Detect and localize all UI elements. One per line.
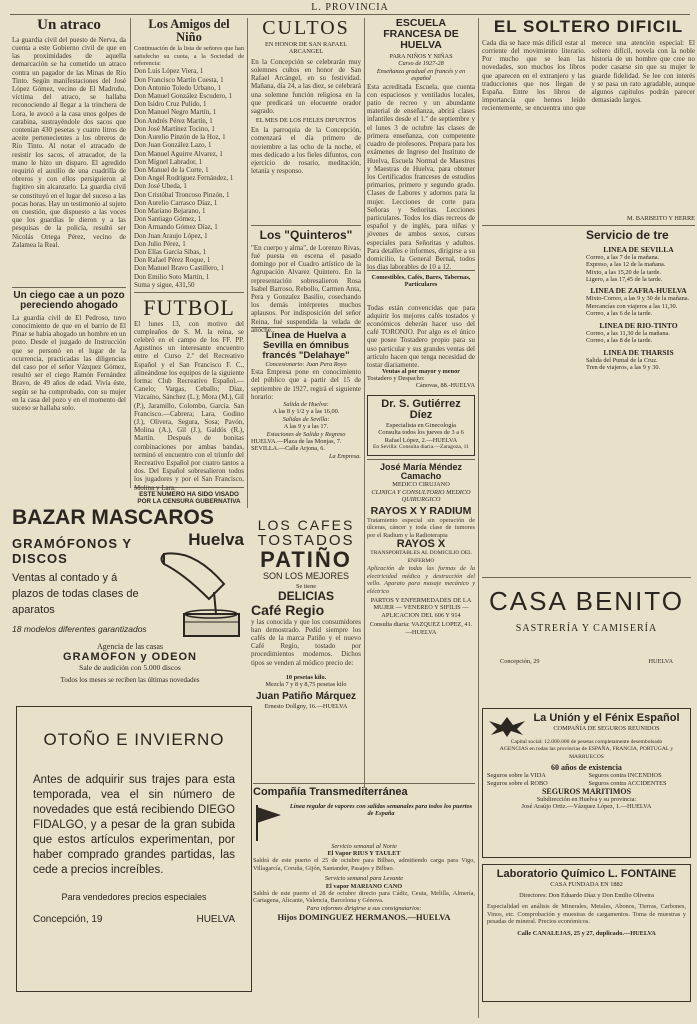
cultos-headline: CULTOS bbox=[262, 17, 350, 39]
compania-line1: Línea regular de vapores con salidas semanales para todos los puertos de España bbox=[289, 802, 473, 817]
cultos-subtitle: EN HONOR DE SAN RAFAEL ARCANGEL bbox=[264, 41, 348, 56]
donor-list-item: Don Rafael Pérez Roque, 1 bbox=[134, 256, 211, 265]
otono-line: Para vendedores precios especiales bbox=[61, 891, 207, 902]
camacho-name: José María Méndez Camacho bbox=[379, 461, 463, 482]
newspaper-name: L. PROVINCIA bbox=[311, 2, 389, 13]
donor-list-item: Don Juan González Lazo, 1 bbox=[134, 141, 212, 150]
donor-list-item: Don José Martínez Tocino, 1 bbox=[134, 124, 215, 133]
compania-line4: Para informes dirigirse a sus consignatarios: bbox=[306, 904, 422, 912]
donor-list-item: Don Elías García Sibas, 1 bbox=[134, 247, 207, 256]
medico-sevilla: En Sevilla: Consulta diaria.—Zaragoza, 11 bbox=[372, 444, 470, 451]
medico-name: Dr. S. Gutiérrez Díez bbox=[381, 397, 461, 422]
union-sub: COMPAÑÍA DE SEGUROS REUNIDOS bbox=[553, 724, 660, 732]
train-schedule-item: Correo, a las 7 de la mañana. bbox=[586, 253, 660, 261]
linea-text: Esta Empresa pone en conocimiento del público que a partir del 15 de septiembre de 1927, regirá el siguiente horario: bbox=[251, 368, 361, 401]
donor-list-item: Don Emilio Soto Martín, 1 bbox=[134, 272, 210, 281]
ninos-intro: Continuación de la lista de señores que han satisfecho su cuota, a la Sociedad de referencia: bbox=[134, 45, 244, 68]
toronjo-l1: Ventas al por mayor y menor bbox=[381, 367, 461, 375]
cafes-delicias: DELICIAS bbox=[277, 589, 334, 604]
compania-line3: Servicio semanal para Levante bbox=[324, 875, 404, 883]
futbol-headline: FUTBOL bbox=[143, 295, 235, 321]
servicio-headline: Servicio de tre bbox=[586, 228, 669, 243]
linea-t3: HUELVA.—Plaza de las Monjas, 7. bbox=[251, 437, 342, 445]
camacho-text2: TRANSPORTABLES AL DOMICILIO DEL ENFERMO bbox=[370, 550, 472, 564]
column-rule bbox=[364, 18, 365, 788]
divider bbox=[251, 225, 361, 226]
divider bbox=[12, 287, 126, 288]
quinteros-text: "En cuerpo y alma", de Lorenzo Rivas, fué puesta en escena el pasado domingo por el Cuadro artístico de la Agrupación Alvarez Quintero. En la representación sobresalieron Rosa Isabel Barroso, Rebollo, Carmen Anta, Pera y Gonzalez Basilio, cosechando los demás intérpretes muchos aplausos. Por indisposición del señor Reina, fué suspendida la velada de anoche. bbox=[251, 243, 361, 334]
bazar-line4: Agencia de las casas bbox=[97, 642, 163, 651]
cafe-regio: Café Regio bbox=[251, 601, 325, 618]
union-l6: Subdirección en Huelva y su provincia: bbox=[536, 796, 637, 804]
donor-list-item: Don Manuel Aguirre Alvarez, 1 bbox=[134, 149, 223, 158]
train-schedule-item: Correo, a las 11,30 de la mañana. bbox=[586, 329, 670, 337]
medico-ad bbox=[367, 395, 475, 456]
benito-city: HUELVA bbox=[648, 658, 673, 666]
bazar-heading bbox=[12, 506, 248, 549]
column-rule bbox=[478, 18, 479, 1018]
pennant-flag-icon bbox=[253, 803, 283, 843]
union-cap: Capital social: 12.000.000 de pesetas completamente desembolsado bbox=[510, 739, 663, 745]
train-schedule-item: Correo, a las 6 de la tarde. bbox=[586, 310, 653, 318]
donor-list-item: Don Manuel Negro Martín, 1 bbox=[134, 108, 217, 117]
otono-footer bbox=[21, 914, 247, 925]
linea-sign: La Empresa. bbox=[329, 452, 361, 460]
cafes-p1: 10 pesetas kilo. bbox=[285, 673, 327, 681]
donor-list-item: Don Manuel Bravo Castillero, 1 bbox=[134, 264, 225, 273]
donor-list-item: Don Santiago Gómez, 1 bbox=[134, 215, 202, 224]
compania-line2: Servicio semanal al Norte bbox=[331, 842, 397, 850]
union-seguros bbox=[487, 772, 686, 787]
donor-list-item: Don Isidro Cruz Pulido, 1 bbox=[134, 100, 207, 109]
cafes-shop: Juan Patiño Márquez bbox=[255, 691, 356, 703]
cafes-l4: SON LOS MEJORES bbox=[262, 570, 350, 581]
column-1 bbox=[12, 18, 126, 498]
toronjo-l2: Tostadero y Despacho: bbox=[367, 375, 425, 383]
camacho-sub: MEDICO CIRUJANO bbox=[392, 481, 450, 489]
soltero-headline: EL SOLTERO DIFICIL bbox=[493, 17, 684, 36]
servicio-sched-2 bbox=[586, 295, 691, 317]
linea-h2: Salidas de Sevilla: bbox=[282, 415, 330, 423]
linea-h3: Estaciones de Salida y Regreso bbox=[266, 430, 346, 438]
camacho-sub2: CLINICA Y CONSULTORIO MEDICO QUIRURGICO bbox=[371, 488, 471, 504]
donor-list-item: Don Angel Rodríguez Fernández, 1 bbox=[134, 174, 234, 183]
quinteros-headline: Los "Quinteros" bbox=[259, 228, 353, 243]
union-l5: SEGUROS MARITIMOS bbox=[541, 787, 632, 797]
gramophone-icon bbox=[154, 544, 244, 644]
otono-addr: Concepción, 19 bbox=[33, 913, 103, 925]
divider bbox=[482, 225, 695, 226]
lab-addr: Calle CANALEJAS, 25 y 27, duplicado.—HUELVA bbox=[517, 929, 656, 937]
benito-ad bbox=[482, 574, 691, 694]
union-l4: Seguros contra ACCIDENTES bbox=[588, 779, 667, 787]
donor-list-item: Don Luis López Viera, 1 bbox=[134, 67, 204, 76]
cultos-text-2: En la parroquia de la Concepción, comenzará el día primero de noviembre a las ocho de la noche, el mes dedicado a los fieles difuntos, con ejercicio de rosario, meditación, letanía y responso. bbox=[251, 126, 361, 176]
train-schedule-item: Correo, a las 8 de la tarde. bbox=[586, 337, 653, 345]
medico-text: Consulta todos los jueves de 3 a 6 bbox=[378, 429, 464, 437]
bazar-ad bbox=[12, 506, 248, 696]
linea-h1: Salida de Huelva: bbox=[283, 400, 329, 408]
bazar-line7: Todos los meses se reciben las últimas novedades bbox=[60, 676, 200, 684]
ninos-headline: Los Amigos del Niño bbox=[148, 17, 230, 45]
train-schedule-item: Mixto, a las 15,20 de la tarde. bbox=[586, 268, 662, 276]
donor-list-item: Don Armando Gómez Díaz, 1 bbox=[134, 223, 218, 232]
divider bbox=[367, 459, 475, 460]
column-4 bbox=[367, 18, 475, 778]
atraco-text: La guardia civil del puesto de Nerva, da cuenta a este Gobierno civil de que en las proximidades de aquella demarcación se ha cometido un atraco contra un pagador de las Minas de Río Tinto. Según manifestaciones del José López Gómez, vecino de El Madroño, víctima del atraco, se hallaba reconociendo al llegar a la trinchera de Lora, le avocó a la casa unos golpes de carabina, sustrayéndole dos sacos que contenían 430 pesetas y cuatro litros de aceite pertenecientes a los obreros de Río Tinto. Al notar el atracado de resistir los sacos, el atracador, de la mano le hizo un disparo. El agredido requirió el auxilio de una cuadrilla de obreros y con ellos persiguieron al fugitivo sin alcanzarlo. La guardia civil se constituyó en el lugar del suceso a las pocas horas. Hay un testimonio al sujeto en cuestión, que dispuesto a las voces que los guardias le dieron y a las pesquisas de la policía, resultó ser Nicolás Ortega Pérez, vecino de Zalamea la Real. bbox=[12, 35, 126, 249]
otono-title: OTOÑO E INVIERNO bbox=[43, 730, 225, 749]
camacho-rx2: RAYOS X bbox=[396, 537, 446, 550]
column-2 bbox=[134, 17, 244, 505]
cafes-l5: Se tiene bbox=[295, 582, 317, 590]
union-fenix-ad bbox=[482, 708, 691, 858]
lab-sub: CASA FUNDADA EN 1882 bbox=[550, 880, 623, 888]
cultos-text: En la Concepción se celebrarán muy solemnes cultos en honor de San Rafael Arcángel, en su festividad. Mañana, día 24, a las diez, se celebrará una solemne función religiosa en la que predicará un elocuente orador sagrado. bbox=[251, 57, 361, 116]
lab-dirs: Directores: Don Eduardo Díaz y Don Emilio Oliveira bbox=[519, 891, 654, 899]
compania-agent: Hijos DOMINGUEZ HERMANOS.—HUELVA bbox=[277, 912, 451, 923]
donor-list-item: Don Mariano Bejarano, 1 bbox=[134, 206, 206, 215]
cafes-text: y las conocida y que los consumidores han demostrado. Pedid siempre los cafés de la marca Patiño y el nuevo Café Regio, tostado por procedimientos modernos. Dichos tipos se venden al módico precio de: bbox=[251, 617, 361, 667]
censura-note: ESTE NUMERO HA SIDO VISADO POR LA CENSURA GUBERNATIVA bbox=[137, 490, 241, 505]
futbol-text: El lunes 13, con motivo del cumpleaños de S. M. la reina, se celebró en el campo de los FF. PP. Agustinos un interesante encuentro entre el Curso 2.º del Recreativo Español y el San Francisco F. C., alineándose los equipos de la siguiente forma: Club Recreativo Español.—Canelo; Vargas, Ceballo; Díaz, Vizcaíno, Sánchez (L.); Mora (M.), Gil (P.), Jaramillo, Colombo, García. San Francisco.—Cabrera; Lara, Godino (J.), Olivera, Segura, Sosa; Pavón, Molina (A.), Gil (J.), Galdós (R.), Martín. Después de bonitas combinaciones por ambas bandas, terminó el encuentro con el triunfo del Recreativo Español por cuatro tantos a dos. Del Español sobresalieron todos los jugadores y por el San Francisco, Molina y Lara. bbox=[134, 319, 244, 492]
camacho-text4: PARTOS Y ENFERMEDADES DE LA MUJER — VENEREO Y SIFILIS — APLICACION DEL 606 Y 914 bbox=[370, 596, 472, 619]
train-schedule-item: Tren de viajeros, a las 9 y 30. bbox=[586, 363, 661, 371]
benito-addr: Concepción, 29 bbox=[500, 658, 540, 666]
servicio-s4: LINEA DE THARSIS bbox=[603, 347, 674, 357]
toronjo-text: Todas están convencidas que para adquirir los mejores cafés tostados y económicos deberán hacer uso del café TORONJO. Por algo es el único que posee Tostadero propio para su uso particular y sus grandes ventas del artículo hacen que tenga necesidad de tostar diariamente. bbox=[367, 303, 475, 370]
donor-list-item: Don Aurelio Pinzón de la Hoz, 1 bbox=[134, 133, 226, 142]
bazar-city: Huelva bbox=[188, 530, 244, 549]
escuela-sub2: Enseñanza gradual en francés y en español bbox=[376, 67, 466, 83]
cafes-brand: PATIÑO bbox=[260, 547, 352, 573]
union-l1: Seguros sobre la VIDA bbox=[487, 772, 546, 780]
compania-ship: El Vapor RIUS Y TAULET bbox=[327, 849, 401, 857]
column-rule bbox=[130, 18, 131, 488]
cafes-addr: Ernesto Dollgny, 16.—HUELVA bbox=[264, 702, 348, 710]
escuela-headline: ESCUELA FRANCESA DE HUELVA bbox=[383, 17, 459, 52]
otono-city: HUELVA bbox=[196, 913, 235, 925]
donor-list-item: Don Aurelio Carrasco Díaz, 1 bbox=[134, 198, 218, 207]
column-5 bbox=[482, 18, 695, 1024]
donor-list-item: Don Manuel González Escudero, 1 bbox=[134, 92, 233, 101]
servicio-sched-1 bbox=[586, 254, 691, 284]
compania-ship2: El vapor MARIANO CANO bbox=[325, 882, 403, 890]
union-ag: AGENCIAS en todas las provincias de ESPAÑA, FRANCIA, PORTUGAL y MARRUECOS bbox=[499, 746, 674, 760]
toronjo-l3: Cánovas, 88.-HUELVA bbox=[415, 382, 475, 390]
servicio-s1: LINEA DE SEVILLA bbox=[603, 244, 674, 254]
medico-sub: Especialista en Ginecología bbox=[386, 421, 456, 429]
ciego-text: La guardia civil de El Pedroso, tuvo conocimiento de que en el barrio de El Pinar se había ahogado un hombre en un pozo. Desde el juzgado de Instrucción que se personó en el lugar de la ocurrencia, practicadas las diligencias del caso por el señor Vázquez Gómez, resultó ser el ciego Ramón Fernández Bravo, de 49 años de edad. Vivía éste, según se ha comprobado, con su mujer en la casa del pozo y en el momento del suceso se hallaba solo. bbox=[12, 313, 126, 412]
cafes-p2: Mezcla 7 y 8 y 8,75 pesetas kilo bbox=[265, 681, 347, 689]
servicio-trenes bbox=[586, 229, 691, 371]
donor-list-item: Don Miguel Labrador, 1 bbox=[134, 157, 203, 166]
page-header bbox=[10, 2, 690, 15]
otono-ad bbox=[16, 706, 252, 992]
lab-text: Especialidad en análisis de Minerales, Metales, Abonos, Tierras, Carbones, Vinos, etc. Comprobación y muestras de cargamentos. Toma de muestras y pesadas de mineral. Precios económicos. bbox=[487, 903, 686, 926]
servicio-s2: LINEA DE ZAFRA-HUELVA bbox=[590, 286, 687, 296]
lab-title: Laboratorio Químico L. FONTAINE bbox=[496, 868, 677, 880]
benito-sub: SASTRERÍA Y CAMISERÍA bbox=[515, 623, 658, 635]
ciego-headline: Un ciego cae a un pozo pereciendo ahogado bbox=[13, 289, 125, 312]
lab-ad bbox=[482, 864, 691, 1002]
column-rule bbox=[247, 18, 248, 508]
compania-text2: Saldrá de este puerto el 28 de octubre directo para Cádiz, Ceuta, Melilla, Almería, Cartagena, Alicante, Valencia, Barcelona y Génova. bbox=[253, 889, 475, 905]
train-schedule-item: Expreso, a las 12 de la mañana. bbox=[586, 261, 666, 269]
donor-list-item: Don Antonio Toledo Urbano, 1 bbox=[134, 83, 222, 92]
train-schedule-item: Salida del Puntal de la Cruz. bbox=[586, 356, 658, 364]
linea-headline: Línea de Huelva a Sevilla en ómnibus francés "Delahaye" bbox=[262, 329, 350, 361]
camacho-text: Tratamiento especial sin operación de úlceras, cáncer y toda clase de tumores por el Radium y la Radioterapia bbox=[367, 516, 475, 539]
cafes-l2: TOSTADOS bbox=[257, 531, 355, 549]
donor-list-item: Don José Ubeda, 1 bbox=[134, 182, 187, 191]
escuela-sub: PARA NIÑOS Y NIÑAS bbox=[389, 53, 453, 61]
bazar-line2: Ventas al contado y á plazos de todas clases de aparatos bbox=[12, 572, 139, 616]
column-3 bbox=[251, 18, 361, 514]
linea-t1: A las 8 y 1/2 y a las 16,00. bbox=[272, 408, 340, 416]
donor-list-item: Don Juan Araujo López, 1 bbox=[134, 231, 208, 240]
cafes-l1: LOS CAFES bbox=[257, 517, 355, 533]
donor-list-item: Suma y sigue, 431,50 bbox=[134, 280, 195, 289]
eagle-icon bbox=[487, 713, 527, 739]
transmediterranea-ad bbox=[253, 780, 475, 1000]
divider bbox=[134, 292, 244, 293]
union-l7: José Araújo Ortiz.—Vázquez López, 1.—HUELVA bbox=[521, 803, 652, 811]
bazar-line3: 18 modelos diferentes garantizados bbox=[12, 624, 147, 634]
bazar-line5: GRAMOFON y ODEON bbox=[63, 651, 197, 663]
ninos-donor-list bbox=[134, 67, 244, 289]
donor-list-item: Don Julio Pérez, 1 bbox=[134, 239, 186, 248]
donor-list-item: Don Andrés Pérez Martín, 1 bbox=[134, 116, 213, 125]
train-schedule-item: Ligero, a las 17,45 de la tarde. bbox=[586, 276, 663, 284]
escuela-course: Curso de 1927-28 bbox=[398, 60, 444, 68]
cultos-subtitle-2: EL MES DE LOS FIELES DIFUNTOS bbox=[255, 116, 357, 124]
donor-list-item: Don Francisco Martín Cuesta, 1 bbox=[134, 75, 224, 84]
bazar-line6: Sale de audición con 5.000 discos bbox=[79, 663, 181, 672]
servicio-left-blank bbox=[482, 229, 586, 371]
bazar-line1: GRAMÓFONOS Y DISCOS bbox=[12, 536, 132, 566]
servicio-sched-4 bbox=[586, 357, 691, 372]
union-l3: Seguros sobre el ROBO bbox=[487, 779, 548, 787]
train-schedule-item: Mercancías con viajeros a las 11,30. bbox=[586, 302, 678, 310]
linea-concesion: Concesionario: Juan Pera Royo bbox=[265, 360, 347, 368]
atraco-headline: Un atraco bbox=[37, 17, 101, 33]
servicio-sched-3 bbox=[586, 330, 691, 345]
servicio-s3: LINEA DE RIO-TINTO bbox=[599, 320, 678, 330]
linea-t2: A las 9 y a las 17. bbox=[283, 423, 329, 431]
union-years: 60 años de existencia bbox=[551, 763, 622, 773]
soltero-text: Cada día se hace más difícil estar al corriente del movimiento literario. Por mucho que se lean las novedades, son muchos los libros que aparecen en el extranjero y las traducciones que nos llegan de España. Entre los libros de importancia que hemos leído recientemente, se encuentra uno que merece una atención especial: El soltero difícil, novela con la noble historia de un hombre que cree no poder casarse sin que su mujer le guarde fidelidad. Se lee con interés y se pasa un rato agradable, aunque algunos capítulos podrán parecer demasiado largos. bbox=[482, 38, 695, 113]
cafes-ad bbox=[251, 518, 361, 778]
linea-t4: SEVILLA.—Calle Arjona, 6. bbox=[251, 445, 325, 453]
union-l2: Seguros contra INCENDIOS bbox=[588, 772, 662, 780]
servicio-row bbox=[482, 229, 695, 371]
donor-list-item: Don Cristóbal Troncoso Pinzón, 1 bbox=[134, 190, 230, 199]
escuela-text: Esta acreditada Escuela, que cuenta con espaciosos y ventilados locales, patio de recreo y un abundante material de enseñanza, abrirá clases infantiles desde el 1.º de septiembre y el lunes 3 de octubre las clases de primera enseñanza, con competente cuadro de profesores. Prepara para los exámenes de Ingreso del Instituto de Huelva, Escuela Normal de Maestros y Maestras de Huelva, para obtener los Certificados franceses de estudios primarios, primero y segundo grado. Clases de Labores y adornos para la mujer. Lecciones de corte para Señoras y Señoritas. Lecciones particulares. Todos los días recreos de español y de inglés, para niñas y jóvenes de ambos sexos, cursos especiales para Señoritas y adultos. Para detalles e informes, dirigirse a su domicilio, la General Bernal, todos los días laborables de 10 a 12. bbox=[367, 82, 475, 272]
soltero-sign: M. BARBEITO Y HERRE bbox=[627, 214, 695, 222]
donor-list-item: Don Manuel de la Corte, 1 bbox=[134, 165, 209, 174]
bazar-name: BAZAR MASCAROS bbox=[12, 506, 214, 529]
medico-addr: Rafael López, 2.—HUELVA bbox=[384, 436, 458, 444]
otono-text: Antes de adquirir sus trajes para esta temporada, vea el sin número de novedades que está recibiendo DIEGO FIDALGO, y a pesar de la gran subida que estos artículos experimentan, por haber comprado grandes partidas, las cede a precios increíbles. bbox=[33, 773, 235, 876]
benito-footer bbox=[482, 658, 691, 665]
camacho-text5: Consulta diaria: VAZQUEZ LOPEZ, 41.—HUELVA bbox=[369, 621, 473, 636]
camacho-text3: Aplicación de todas las formas de la electricidad médica y destrucción del vello. Aparato para masaje mecánico y eléctrico bbox=[367, 565, 475, 595]
benito-title: CASA BENITO bbox=[489, 586, 684, 616]
toronjo-header: Comestibles, Cafés, Bares, Tabernas, Particulares bbox=[371, 273, 471, 289]
compania-title: Compañía Transmediterránea bbox=[253, 786, 408, 798]
divider bbox=[482, 577, 691, 578]
train-schedule-item: Mixto-Correo, a las 9 y 30 de la mañana. bbox=[586, 295, 690, 303]
divider bbox=[253, 783, 475, 784]
compania-text: Saldrá de este puerto el 25 de octubre para Bilbao, admitiendo carga para Vigo, Villagarcía, Coruña, Gijón, Santander, Pasajes y Bilbao. bbox=[253, 857, 475, 872]
camacho-rx: RAYOS X Y RADIUM bbox=[370, 504, 472, 517]
union-title: La Unión y el Fénix Español bbox=[533, 712, 680, 724]
